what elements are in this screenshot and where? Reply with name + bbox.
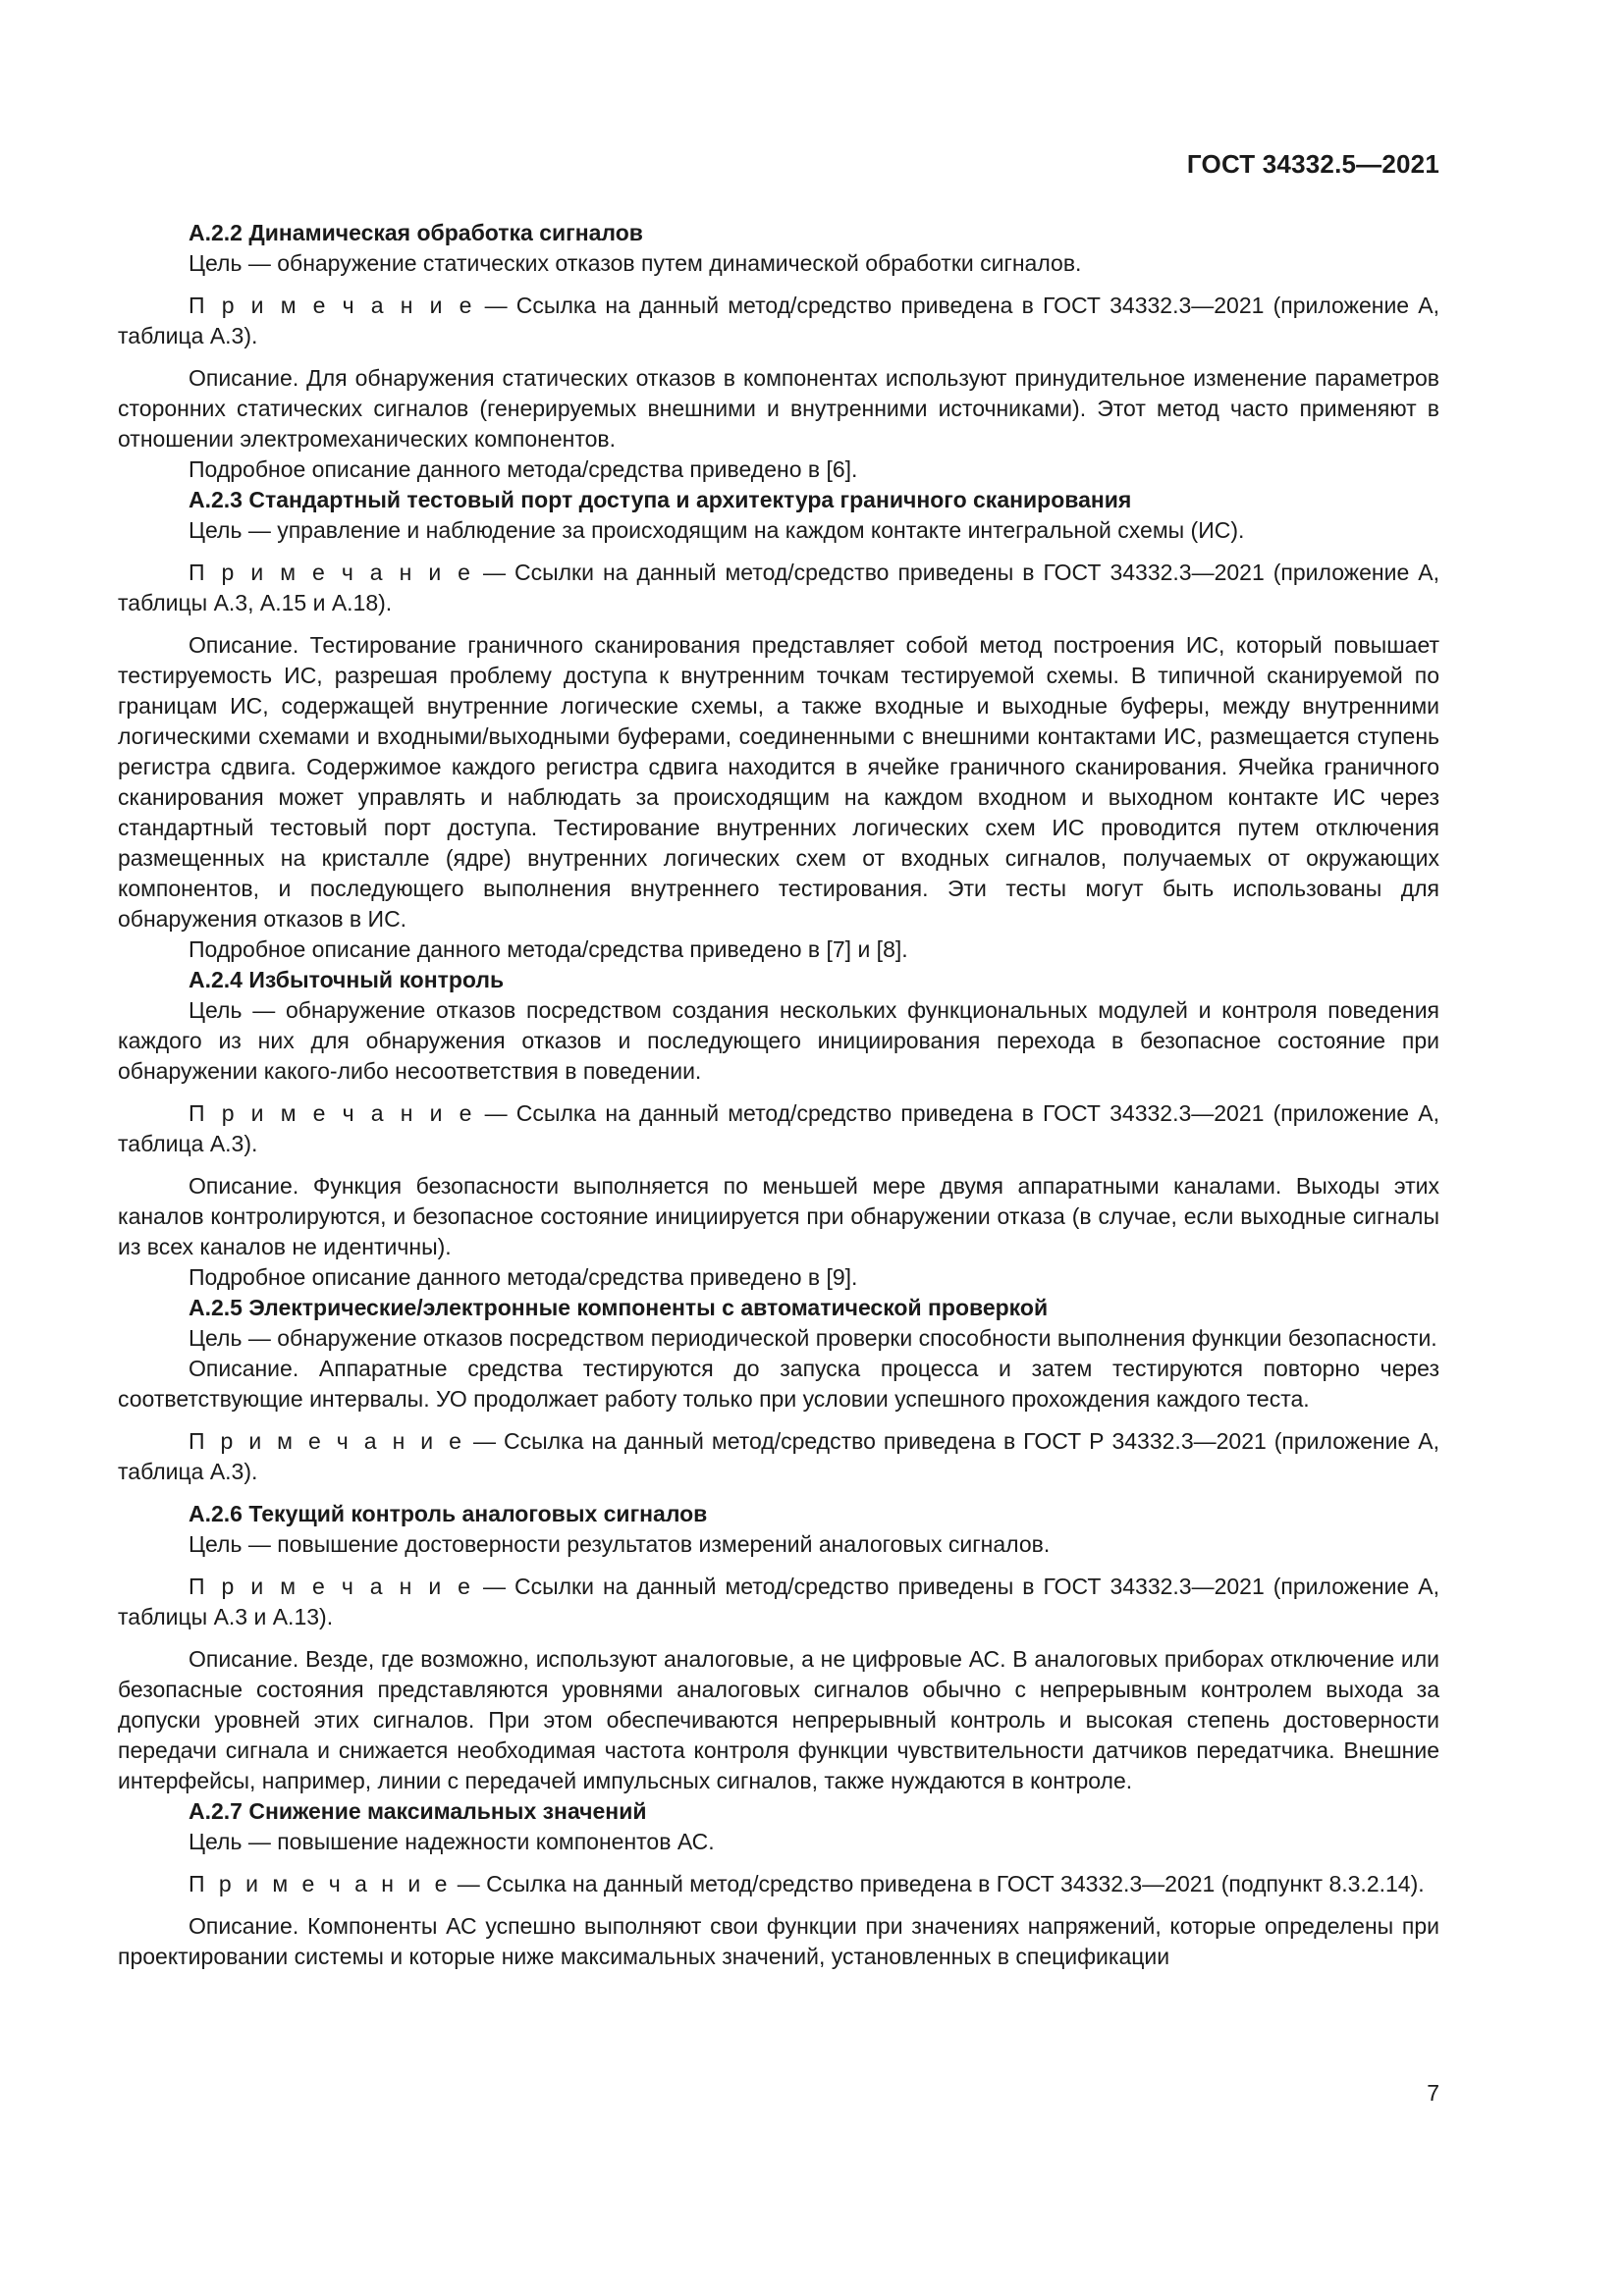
section-note: [118, 558, 1439, 618]
section-reference: Подробное описание данного метода/средства приведено в [9].: [189, 1264, 858, 1290]
section-reference: Подробное описание данного метода/средства приведено в [6].: [189, 456, 858, 482]
section-description: Описание. Везде, где возможно, используют аналоговые, а не цифровые АС. В аналоговых приборах отключение или безопасные состояния представляются уровнями аналоговых сигналов обычно с непрерывным контролем выхода за допуски уровней этих сигналов. При этом обеспечиваются непрерывный контроль и высокая степень достоверности передачи сигнала и снижается необходимая частота контроля функции чувствительности датчиков передатчика. Внешние интерфейсы, например, линии с передачей импульсных сигналов, также нуждаются в контроле.: [118, 1646, 1439, 1793]
note-label: П р и м е ч а н и е: [189, 1574, 474, 1599]
section-description: Описание. Функция безопасности выполняется по меньшей мере двумя аппаратными каналами. Выходы этих каналов контролируются, и безопасное состояние инициируется при обнаружении отказа (в случае, если выходные сигналы из всех каналов не идентичны).: [118, 1173, 1439, 1259]
document-page: [118, 0, 1439, 2296]
section-note: [118, 1426, 1439, 1487]
document-id: ГОСТ 34332.5—2021: [1186, 149, 1439, 179]
section-goal: Цель — обнаружение отказов посредством создания нескольких функциональных модулей и контроля поведения каждого из них для обнаружения отказов и последующего инициирования перехода в безопасное состояние при обнаружении какого-либо несоответствия в поведении.: [118, 997, 1439, 1084]
note-text: — Ссылки на данный метод/средство приведены в ГОСТ 34332.3—2021 (приложение А, таблицы А.3, А.15 и А.18).: [118, 560, 1439, 615]
section-description: Описание. Компоненты АС успешно выполняют свои функции при значениях напряжений, которые определены при проектировании системы и которые ниже максимальных значений, установленных в спецификации: [118, 1913, 1439, 1969]
section-heading: А.2.4 Избыточный контроль: [189, 967, 505, 992]
section-note: [118, 1098, 1439, 1159]
section-description: Описание. Для обнаружения статических отказов в компонентах используют принудительное изменение параметров сторонних статических сигналов (генерируемых внешними и внутренними источниками). Этот метод часто применяют в отношении электромеханических компонентов.: [118, 365, 1439, 452]
document-body: [118, 218, 1439, 1972]
note-label: П р и м е ч а н и е: [189, 293, 476, 318]
section-heading: А.2.6 Текущий контроль аналоговых сигналов: [189, 1501, 708, 1526]
section-goal: Цель — повышение достоверности результатов измерений аналоговых сигналов.: [189, 1531, 1051, 1557]
note-label: П р и м е ч а н и е: [189, 1871, 452, 1896]
note-text: — Ссылки на данный метод/средство приведены в ГОСТ 34332.3—2021 (приложение А, таблицы А.3 и А.13).: [118, 1574, 1439, 1629]
note-text: — Ссылка на данный метод/средство приведена в ГОСТ Р 34332.3—2021 (приложение А, таблица А.3).: [118, 1428, 1439, 1484]
note-text: — Ссылка на данный метод/средство приведена в ГОСТ 34332.3—2021 (подпункт 8.3.2.14).: [451, 1871, 1425, 1896]
section-goal: Цель — повышение надежности компонентов АС.: [189, 1829, 715, 1854]
section-note: [118, 1869, 1439, 1899]
section-note: [118, 291, 1439, 351]
note-text: — Ссылка на данный метод/средство приведена в ГОСТ 34332.3—2021 (приложение А, таблица А.3).: [118, 1100, 1439, 1156]
section-reference: Подробное описание данного метода/средства приведено в [7] и [8].: [189, 936, 908, 962]
section-description: Описание. Тестирование граничного сканирования представляет собой метод построения ИС, который повышает тестируемость ИС, разрешая проблему доступа к внутренним точкам тестируемой схемы. В типичной сканируемой по границам ИС, содержащей внутренние логические схемы, а также входные и выходные буферы, между внутренними логическими схемами и входными/выходными буферами, соединенными с внешними контактами ИС, размещается ступень регистра сдвига. Содержимое каждого регистра сдвига находится в ячейке граничного сканирования. Ячейка граничного сканирования может управлять и наблюдать за происходящим на каждом входном и выходном контакте ИС через стандартный тестовый порт доступа. Тестирование внутренних логических схем ИС проводится путем отключения размещенных на кристалле (ядре) внутренних логических схем от входных сигналов, получаемых от окружающих компонентов, и последующего выполнения внутреннего тестирования. Эти тесты могут быть использованы для обнаружения отказов в ИС.: [118, 632, 1439, 932]
note-text: — Ссылка на данный метод/средство приведена в ГОСТ 34332.3—2021 (приложение А, таблица А.3).: [118, 293, 1439, 348]
section-heading: А.2.3 Стандартный тестовый порт доступа и архитектура граничного сканирования: [189, 487, 1132, 512]
section-heading: А.2.2 Динамическая обработка сигналов: [189, 220, 643, 245]
note-label: П р и м е ч а н и е: [189, 1428, 465, 1454]
section-goal: Цель — обнаружение статических отказов путем динамической обработки сигналов.: [189, 250, 1082, 276]
section-heading: А.2.7 Снижение максимальных значений: [189, 1798, 647, 1824]
section-goal: Цель — обнаружение отказов посредством периодической проверки способности выполнения функции безопасности.: [189, 1325, 1437, 1351]
note-label: П р и м е ч а н и е: [189, 560, 474, 585]
section-goal: Цель — управление и наблюдение за происходящим на каждом контакте интегральной схемы (ИС).: [189, 517, 1245, 543]
section-note: [118, 1572, 1439, 1632]
section-heading: А.2.5 Электрические/электронные компоненты с автоматической проверкой: [189, 1295, 1049, 1320]
note-label: П р и м е ч а н и е: [189, 1100, 476, 1126]
section-description: Описание. Аппаратные средства тестируются до запуска процесса и затем тестируются повторно через соответствующие интервалы. УО продолжает работу только при условии успешного прохождения каждого теста.: [118, 1356, 1439, 1412]
page-number: 7: [1427, 2080, 1439, 2106]
